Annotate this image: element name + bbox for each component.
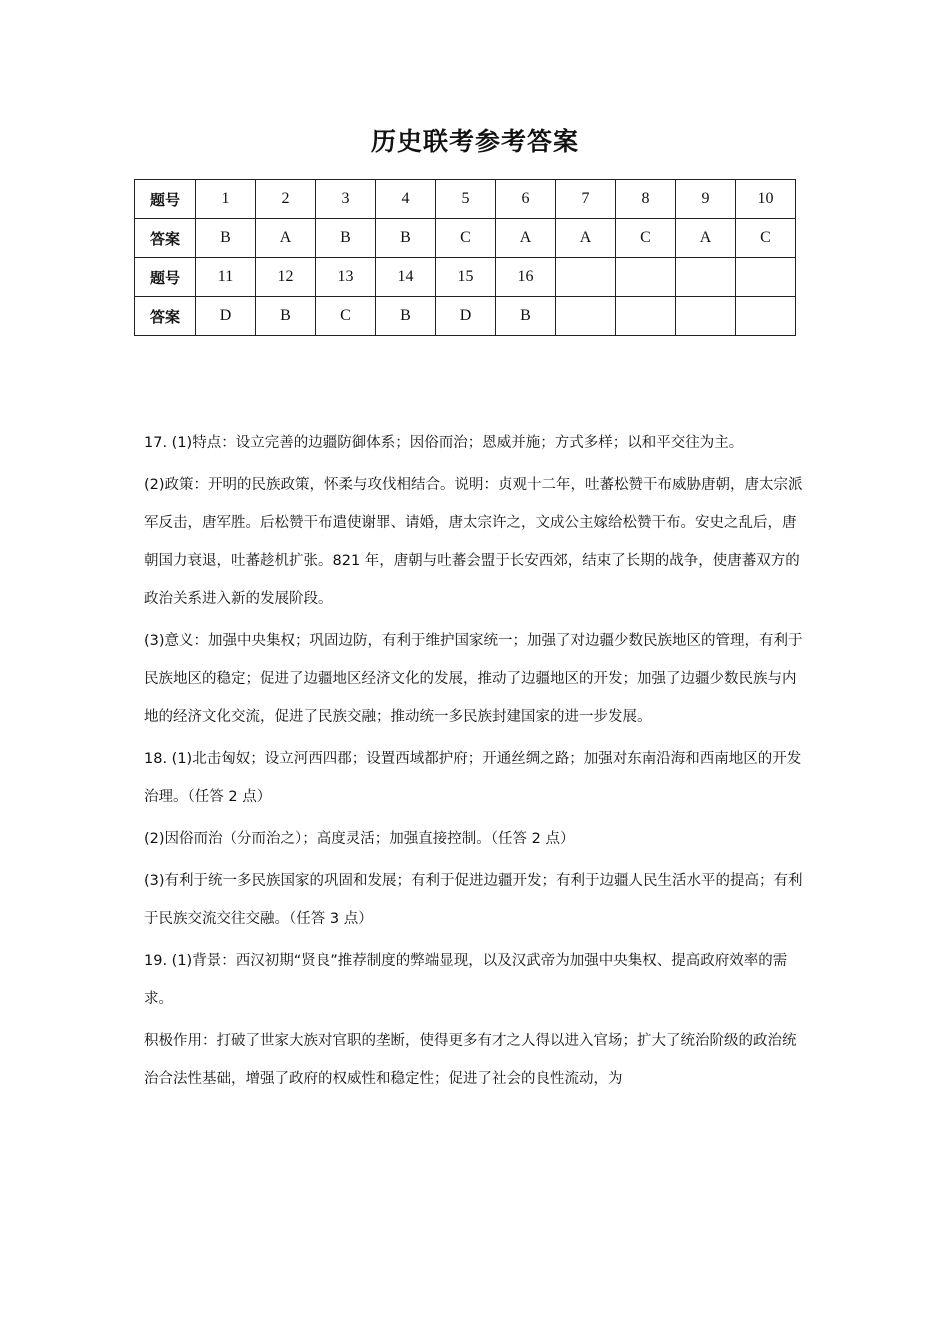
- answer-body: [144, 424, 808, 1098]
- table-cell: A: [676, 219, 736, 258]
- table-cell: 14: [376, 258, 436, 297]
- table-cell: 13: [316, 258, 376, 297]
- table-cell: 11: [196, 258, 256, 297]
- table-cell: D: [196, 297, 256, 336]
- table-cell: [616, 297, 676, 336]
- answer-q19-2: 积极作用：打破了世家大族对官职的垄断，使得更多有才之人得以进入官场；扩大了统治阶级的政治统治合法性基础，增强了政府的权威性和稳定性；促进了社会的良性流动，为: [144, 1033, 797, 1087]
- table-cell: A: [556, 219, 616, 258]
- page-title: 历史联考参考答案: [370, 127, 579, 156]
- table-cell: [736, 297, 796, 336]
- table-cell: C: [616, 219, 676, 258]
- answer-q17-3: (3)意义：加强中央集权；巩固边防，有利于维护国家统一；加强了对边疆少数民族地区的管理，有利于民族地区的稳定；促进了边疆地区经济文化的发展，推动了边疆地区的开发；加强了边疆少数民族与内地的经济文化交流，促进了民族交融；推动统一多民族封建国家的进一步发展。: [144, 633, 803, 725]
- table-cell: 3: [316, 180, 376, 219]
- table-row: [135, 180, 796, 219]
- table-cell: B: [316, 219, 376, 258]
- table-row: [135, 258, 796, 297]
- table-cell: 7: [556, 180, 616, 219]
- table-cell: 9: [676, 180, 736, 219]
- row-header: 答案: [135, 219, 196, 258]
- answer-table: [134, 179, 796, 336]
- table-cell: 2: [256, 180, 316, 219]
- answer-q17-2: (2)政策：开明的民族政策，怀柔与攻伐相结合。说明：贞观十二年，吐蕃松赞干布威胁唐朝，唐太宗派军反击，唐军胜。后松赞干布遣使谢罪、请婚，唐太宗许之，文成公主嫁给松赞干布。安史之乱后，唐朝国力衰退，吐蕃趁机扩张。821 年，唐朝与吐蕃会盟于长安西郊，结束了长期的战争，使唐蕃双方的政治关系进入新的发展阶段。: [144, 477, 803, 607]
- table-cell: C: [316, 297, 376, 336]
- table-row: [135, 219, 796, 258]
- answer-q19-1: 19. (1)背景：西汉初期“贤良”推荐制度的弊端显现，以及汉武帝为加强中央集权、提高政府效率的需求。: [144, 953, 788, 1007]
- table-cell: 10: [736, 180, 796, 219]
- table-cell: D: [436, 297, 496, 336]
- answer-q18-2: (2)因俗而治（分而治之）；高度灵活；加强直接控制。（任答 2 点）: [144, 831, 575, 847]
- table-cell: [556, 258, 616, 297]
- table-cell: 4: [376, 180, 436, 219]
- table-cell: C: [436, 219, 496, 258]
- table-cell: 6: [496, 180, 556, 219]
- table-cell: A: [496, 219, 556, 258]
- table-cell: A: [256, 219, 316, 258]
- table-cell: [556, 297, 616, 336]
- table-cell: B: [256, 297, 316, 336]
- table-cell: C: [736, 219, 796, 258]
- table-cell: 16: [496, 258, 556, 297]
- row-header: 题号: [135, 258, 196, 297]
- table-cell: B: [196, 219, 256, 258]
- row-header: 答案: [135, 297, 196, 336]
- table-cell: B: [376, 297, 436, 336]
- table-row: [135, 297, 796, 336]
- table-cell: B: [496, 297, 556, 336]
- table-cell: [676, 258, 736, 297]
- table-cell: [676, 297, 736, 336]
- table-cell: [616, 258, 676, 297]
- table-cell: 5: [436, 180, 496, 219]
- table-cell: 8: [616, 180, 676, 219]
- row-header: 题号: [135, 180, 196, 219]
- answer-q17-1: 17. (1)特点：设立完善的边疆防御体系；因俗而治；恩威并施；方式多样；以和平交往为主。: [144, 435, 744, 451]
- table-cell: 12: [256, 258, 316, 297]
- answer-q18-3: (3)有利于统一多民族国家的巩固和发展；有利于促进边疆开发；有利于边疆人民生活水平的提高；有利于民族交流交往交融。（任答 3 点）: [144, 873, 803, 927]
- table-cell: 1: [196, 180, 256, 219]
- answer-q18-1: 18. (1)北击匈奴；设立河西四郡；设置西域都护府；开通丝绸之路；加强对东南沿海和西南地区的开发治理。（任答 2 点）: [144, 751, 802, 805]
- table-cell: B: [376, 219, 436, 258]
- table-cell: [736, 258, 796, 297]
- table-cell: 15: [436, 258, 496, 297]
